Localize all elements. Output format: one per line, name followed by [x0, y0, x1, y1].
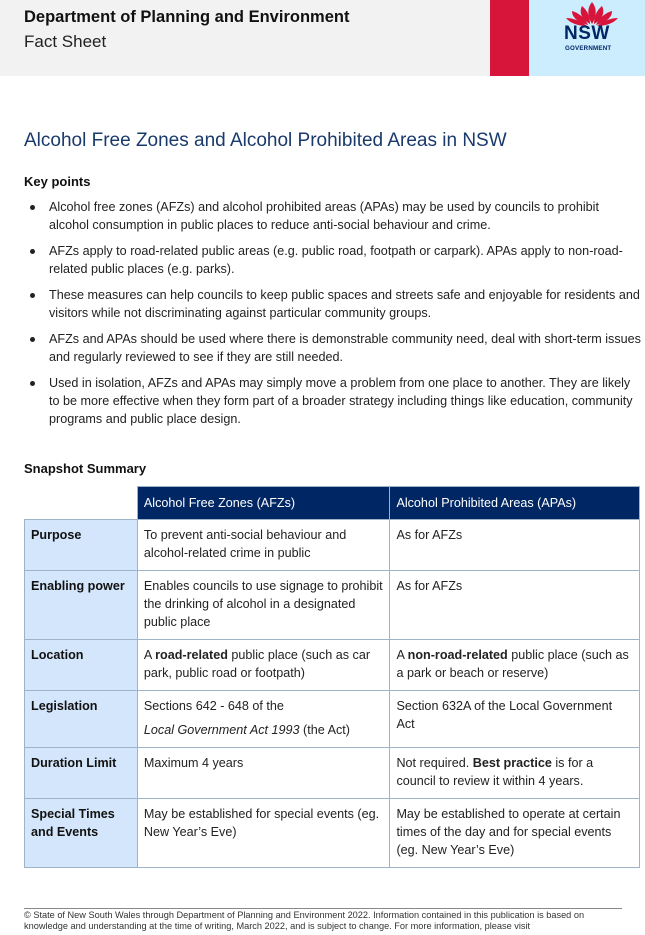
logo-wordmark: NSW [564, 23, 610, 44]
table-row [25, 640, 640, 691]
table-cell: Enables councils to use signage to prohibit the drinking of alcohol in a designated public place [137, 571, 390, 640]
row-header-duration-limit: Duration Limit [25, 748, 138, 799]
copyright-footer: © State of New South Wales through Department of Planning and Environment 2022. Information contained in this publication is based on knowledge and understanding at the time of writing, March 2022, and is subject to change. For more information, please visit [24, 910, 585, 931]
key-points-list [30, 198, 642, 436]
table-cell: As for AFZs [390, 520, 640, 571]
cell-text: public place (such as a park or beach or reserve) [396, 648, 629, 680]
cell-text: A [396, 648, 408, 662]
table-cell: May be established to operate at certain times of the day and for special events (eg. New Year’s Eve) [390, 799, 640, 868]
list-item [30, 374, 642, 428]
list-item [30, 286, 642, 322]
row-header-purpose: Purpose [25, 520, 138, 571]
table-row [25, 571, 640, 640]
cell-text: Sections 642 - 648 of the [143, 699, 284, 713]
snapshot-table [24, 486, 640, 868]
cell-text: is for a council to review it within 4 years. [396, 756, 594, 788]
row-header-enabling-power: Enabling power [25, 571, 138, 640]
table-cell [390, 640, 640, 691]
list-item-text: These measures can help councils to keep public spaces and streets safe and enjoyable for residents and visitors while not discriminating against particular community groups. [49, 288, 640, 320]
table-cell: As for AFZs [390, 571, 640, 640]
cell-emphasis: non-road-related [407, 648, 508, 662]
column-header-afz: Alcohol Free Zones (AFZs) [137, 487, 390, 520]
list-item [30, 198, 642, 234]
table-cell [137, 640, 390, 691]
snapshot-heading: Snapshot Summary [24, 461, 147, 476]
row-header-special-times: Special Times and Events [25, 799, 138, 868]
table-row [25, 748, 640, 799]
cell-emphasis: Best practice [472, 756, 552, 770]
table-corner-cell [25, 487, 138, 520]
bullet-icon [30, 249, 35, 254]
list-item-text: Used in isolation, AFZs and APAs may simply move a problem from one place to another. They are likely to be more effective when they form part of a broader strategy including things like education, community programs and public place design. [49, 376, 633, 426]
bullet-icon [30, 337, 35, 342]
table-cell: Section 632A of the Local Government Act [390, 691, 640, 748]
cell-emphasis: road-related [155, 648, 228, 662]
cell-text: Not required. [396, 756, 473, 770]
list-item [30, 242, 642, 278]
table-row [25, 799, 640, 868]
key-points-heading: Key points [24, 174, 91, 189]
table-cell: Maximum 4 years [137, 748, 390, 799]
bullet-icon [30, 293, 35, 298]
page-header [0, 0, 645, 76]
page-title: Alcohol Free Zones and Alcohol Prohibited Areas in NSW [24, 130, 507, 151]
cell-text: (the Act) [299, 723, 350, 737]
bullet-icon [30, 205, 35, 210]
table-cell [137, 691, 390, 748]
spacer [144, 715, 384, 721]
department-name: Department of Planning and Environment [24, 8, 350, 26]
bullet-icon [30, 381, 35, 386]
list-item-text: AFZs apply to road-related public areas (e.g. public road, footpath or carpark). APAs apply to non-road-related public places (e.g. parks). [49, 244, 623, 276]
list-item [30, 330, 642, 366]
row-header-legislation: Legislation [25, 691, 138, 748]
cell-italic: Local Government Act 1993 [143, 723, 300, 737]
document-type: Fact Sheet [24, 32, 107, 51]
logo-subtext: GOVERNMENT [565, 45, 612, 52]
row-header-location: Location [25, 640, 138, 691]
cell-text: A [143, 648, 156, 662]
cell-text: public place (such as car park, public road or footpath) [143, 648, 371, 680]
table-cell [390, 748, 640, 799]
table-cell: May be established for special events (eg. New Year’s Eve) [137, 799, 390, 868]
table-header-row [25, 487, 640, 520]
table-cell: To prevent anti-social behaviour and alcohol-related crime in public [137, 520, 390, 571]
list-item-text: AFZs and APAs should be used where there is demonstrable community need, deal with short-term issues and regularly reviewed to see if they are still needed. [49, 332, 641, 364]
column-header-apa: Alcohol Prohibited Areas (APAs) [390, 487, 640, 520]
table-row [25, 520, 640, 571]
footer-divider [24, 908, 622, 909]
table-row [25, 691, 640, 748]
nsw-government-logo [560, 0, 624, 58]
list-item-text: Alcohol free zones (AFZs) and alcohol prohibited areas (APAs) may be used by councils to prohibit alcohol consumption in public places to reduce anti-social behaviour and crime. [49, 200, 599, 232]
brand-red-block [490, 0, 529, 76]
